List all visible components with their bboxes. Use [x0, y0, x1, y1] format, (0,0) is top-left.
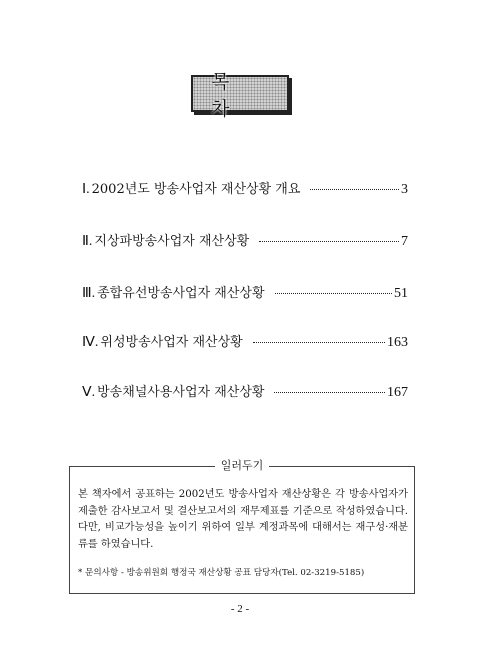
toc-entry-number: Ⅲ. — [82, 286, 96, 301]
notice-contact: * 문의사항 - 방송위원회 행정국 재산상황 공표 담당자(Tel. 02-3219-5185) — [78, 568, 365, 578]
page-number: - 2 - — [230, 603, 250, 615]
toc-entry-3[interactable] — [82, 282, 408, 302]
toc-leader-dots — [259, 241, 399, 242]
toc-leader-dots — [275, 293, 392, 294]
toc-title: 목 차 — [211, 70, 248, 120]
toc-entry-number: Ⅰ. — [82, 182, 90, 197]
notice-heading: 일러두기 — [215, 459, 270, 473]
toc-entry-5[interactable] — [82, 381, 408, 401]
notice-header — [70, 459, 414, 473]
toc-entry-number: Ⅳ. — [82, 335, 99, 350]
toc-leader-dots — [274, 392, 385, 393]
toc-entry-page: 7 — [401, 234, 408, 249]
toc-entry-label: 지상파방송사업자 재산상황 — [94, 234, 250, 249]
toc-entry-number: Ⅱ. — [82, 234, 93, 249]
toc-entry-page: 163 — [387, 335, 408, 350]
toc-entry-page: 51 — [394, 286, 408, 301]
toc-title-box — [191, 70, 289, 120]
toc-entry-number: Ⅴ. — [82, 385, 96, 400]
notice-box — [69, 459, 415, 594]
toc-entry-label: 위성방송사업자 재산상황 — [100, 335, 243, 350]
toc-entry-2[interactable] — [82, 230, 408, 250]
toc-leader-dots — [253, 342, 385, 343]
toc-entry-1[interactable] — [82, 178, 408, 198]
toc-entry-label: 종합유선방송사업자 재산상황 — [97, 286, 265, 301]
toc-leader-dots — [310, 189, 399, 190]
toc-entry-label: 방송채널사용사업자 재산상황 — [97, 385, 265, 400]
toc-entry-page: 3 — [401, 182, 408, 197]
toc-entry-4[interactable] — [82, 331, 408, 351]
toc-entry-label: 2002년도 방송사업자 재산상황 개요 — [91, 182, 301, 197]
notice-body: 본 책자에서 공표하는 2002년도 방송사업자 재산상황은 각 방송사업자가 제출한 감사보고서 및 결산보고서의 재무제표를 기준으로 작성하였습니다. 다만, 비교가능성을 높이기 위하여 일부 계정과목에 대해서는 재구성·재분류를 하였습니다. — [78, 489, 408, 550]
toc-entry-page: 167 — [387, 385, 408, 400]
